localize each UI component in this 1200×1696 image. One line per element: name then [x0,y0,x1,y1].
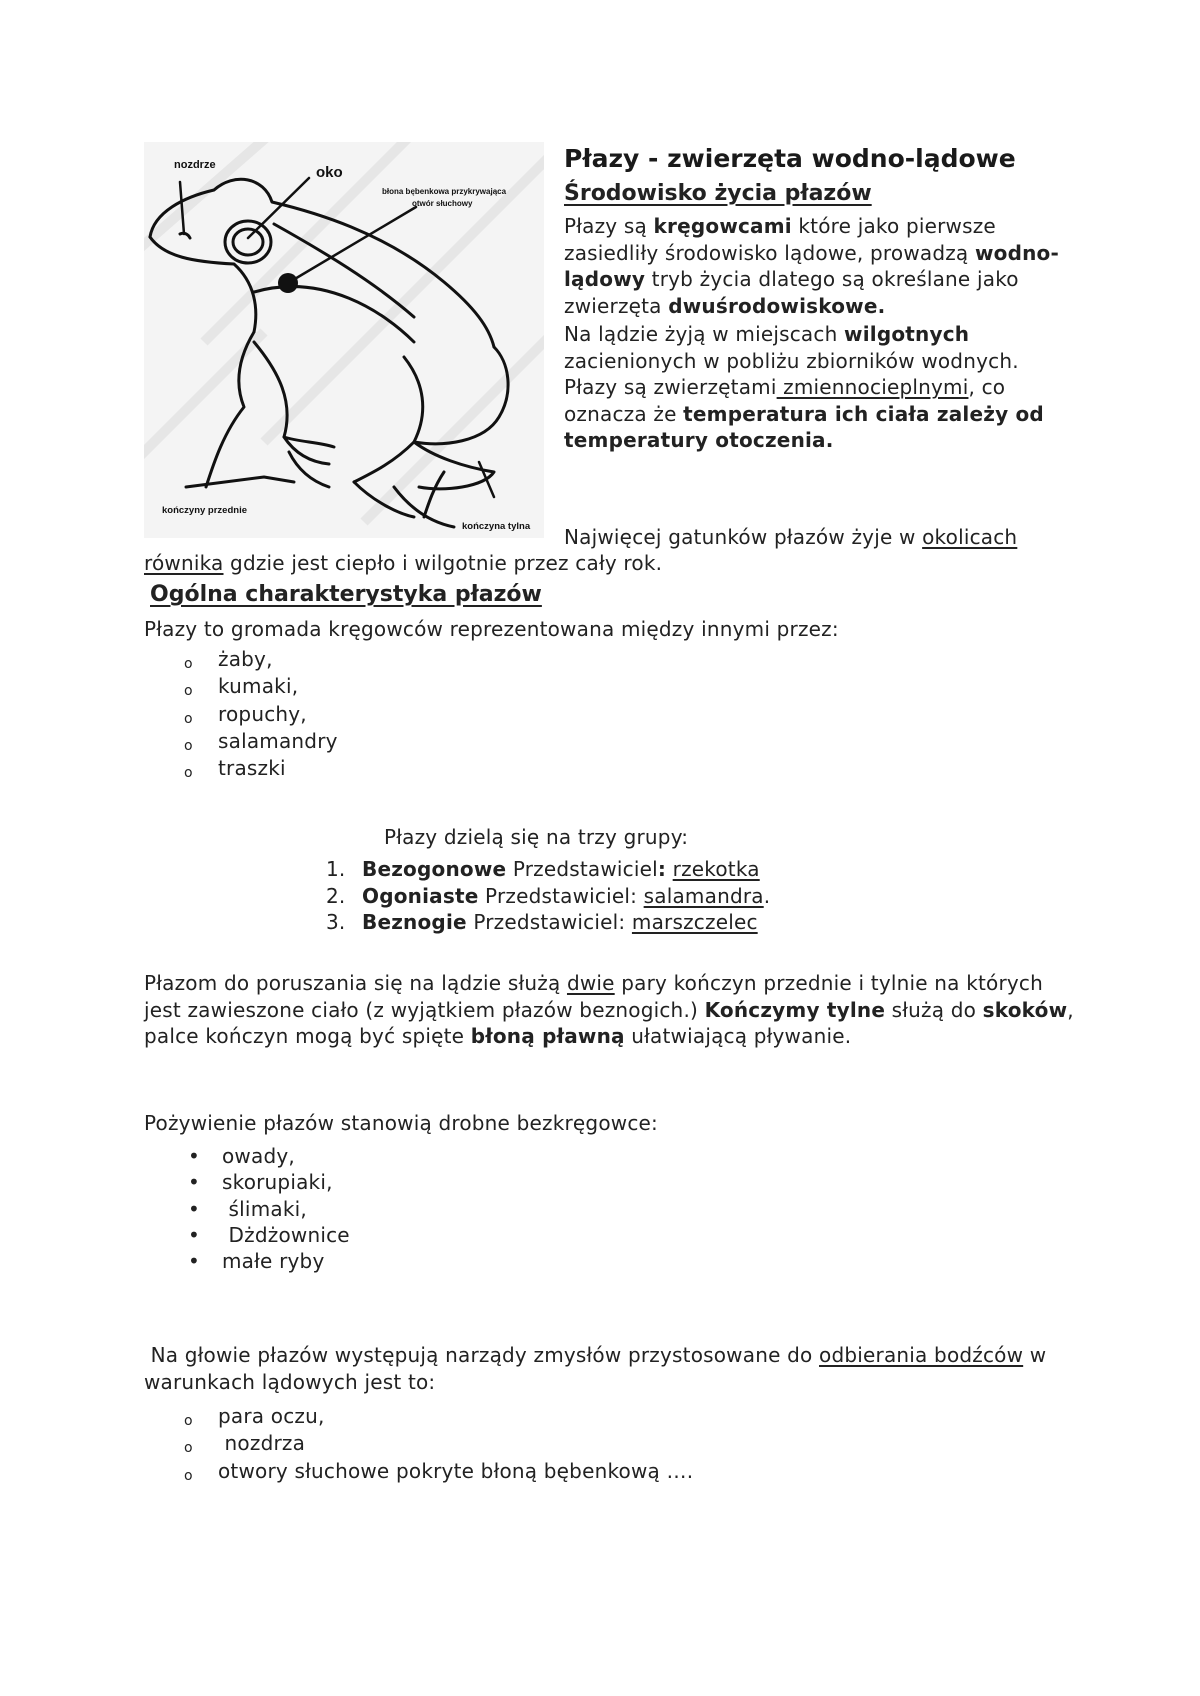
underlined-term: równika [144,551,224,575]
senses-list [184,1403,693,1485]
label-eye: oko [316,164,343,181]
food-list [184,1143,350,1274]
list-item: o para oczu, [184,1403,693,1430]
label-ear-opening: otwór słuchowy [412,199,473,208]
habitat-paragraph-3-line-1: Najwięcej gatunków płazów żyje w okolicach [564,525,1018,549]
examples-list [184,646,338,782]
underlined-term: zmiennocieplnymi [776,375,969,399]
list-item: o ropuchy, [184,701,338,728]
bold-term: dwuśrodowiskowe. [668,293,886,318]
bold-term: Kończymy tylne [704,997,886,1022]
underlined-term: rzekotka [672,857,760,881]
characteristics-heading: Ogólna charakterystyka płazów [150,582,542,607]
groups-intro: Płazy dzielą się na trzy grupy: [384,825,689,849]
list-item: o żaby, [184,646,338,673]
list-item: • skorupiaki, [188,1170,333,1195]
characteristics-intro: Płazy to gromada kręgowców reprezentowana między innymi przez: [144,617,839,641]
bold-term: wodno-lądowy [564,240,1059,291]
bullet-icon: • [188,1249,200,1274]
bullet-icon: • [188,1196,200,1221]
bullet-icon: • [188,1170,200,1195]
bold-term: błoną pławną [470,1024,625,1048]
underlined-term: marszczelec [631,910,758,934]
circle-bullet-icon: o [184,1467,193,1484]
bold-term: skoków [982,997,1068,1022]
label-membrane: błona bębenkowa przykrywająca [382,187,507,196]
circle-bullet-icon: o [184,737,193,754]
habitat-paragraph-2: Na lądzie żyją w miejscach wilgotnych zacienionych w pobliżu zbiorników wodnych. Płazy są zwierzętami zmiennocieplnymi, co oznacza że temperatura ich ciała zależy od temperatury otoczenia. [564,322,1044,452]
list-item: • ślimaki, [188,1196,307,1221]
bullet-icon: • [188,1222,200,1247]
habitat-paragraph-3-line-2: równika gdzie jest ciepło i wilgotnie przez cały rok. [144,551,663,575]
page-title: Płazy - zwierzęta wodno-lądowe [564,144,1016,173]
circle-bullet-icon: o [184,1413,193,1429]
bold-term: temperatura ich ciała zależy od temperatury otoczenia. [564,401,1044,452]
circle-bullet-icon: o [184,656,193,672]
frog-diagram [144,142,544,538]
habitat-paragraph-1: Płazy są kręgowcami które jako pierwsze zasiedliły środowisko lądowe, prowadzą wodno-lądowy tryb życia dlatego są określane jako zwierzęta dwuśrodowiskowe. [564,214,1059,318]
list-item: • małe ryby [188,1249,325,1274]
right-column [564,142,1074,454]
underlined-term: salamandra [643,883,764,908]
list-item: o kumaki, [184,673,338,700]
frog-illustration [144,142,544,538]
list-item: o nozdrza [184,1430,693,1457]
label-hind-limb: kończyna tylna [462,521,531,532]
groups-list [326,856,770,936]
label-front-limbs: kończyny przednie [162,505,247,516]
circle-bullet-icon: o [184,765,193,782]
bullet-icon: • [188,1144,200,1168]
group-item: 2. Ogoniaste Przedstawiciel: salamandra. [326,883,771,908]
list-item: • Dżdżownice [188,1222,350,1247]
underlined-term: okolicach [922,525,1018,549]
circle-bullet-icon: o [184,683,193,700]
group-item: 1. Bezogonowe Przedstawiciel: rzekotka [326,857,760,881]
underlined-term: dwie [566,971,615,995]
circle-bullet-icon: o [184,710,193,727]
list-item: o salamandry [184,728,338,755]
habitat-heading: Środowisko życia płazów [564,181,872,206]
circle-bullet-icon: o [184,1440,193,1457]
group-item: 3. Beznogie Przedstawiciel: marszczelec [326,910,758,934]
underlined-term: odbierania bodźców [819,1343,1024,1367]
locomotion-paragraph: Płazom do poruszania się na lądzie służą dwie pary kończyn przednie i tylnie na których jest zawieszone ciało (z wyjątkiem płazów beznogich.) Kończymy tylne służą do skoków, palce kończyn mogą być spięte błoną pławną ułatwiającą pływanie. [144,971,1074,1048]
food-intro: Pożywienie płazów stanowią drobne bezkręgowce: [144,1111,658,1135]
bold-term: kręgowcami [653,214,792,238]
label-nostril: nozdrze [174,159,216,171]
list-item: o otwory słuchowe pokryte błoną bębenkową …. [184,1458,693,1485]
bold-term: wilgotnych [844,322,970,346]
list-item: o traszki [184,755,338,782]
senses-paragraph: Na głowie płazów występują narządy zmysłów przystosowane do odbierania bodźców w warunkach lądowych jest to: [144,1343,1053,1394]
list-item: • owady, [188,1144,295,1168]
